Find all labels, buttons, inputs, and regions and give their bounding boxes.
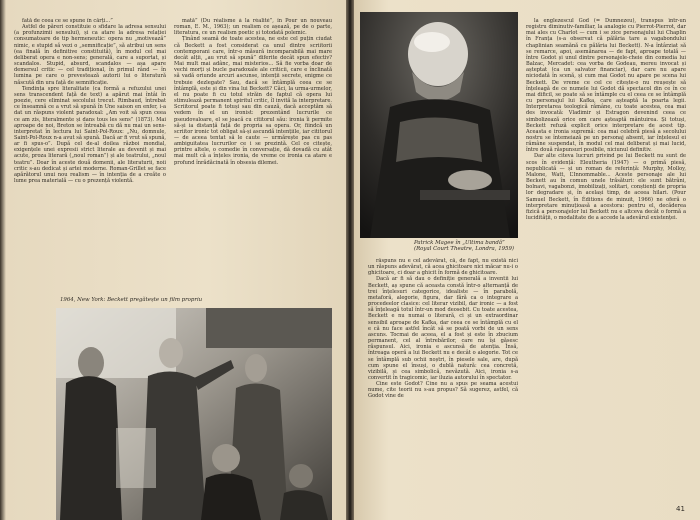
photo-patrick-magee-image bbox=[360, 12, 518, 238]
right-text-column-1 bbox=[368, 258, 518, 512]
photo-beckett-film-set-image bbox=[56, 308, 332, 520]
page-number: 41 bbox=[676, 505, 685, 513]
left-text-column-2 bbox=[174, 18, 332, 278]
paragraph: la englezescul God (= Dumnezeu), transpus într-un registru diminutiv-familiar, la analogie cu Pierrot-Pierrot, dar mai ales cu Charlot — cum i se zice personajului lui Chaplin în Franța (s-a observat că pălăria tare a vagabondului chaplinian seamănă cu pălăria lui Beckett). N-a întârziat să se remarce, apoi, asemănarea — de fapt, aproape totală — între Godot și unul dintre personajele-cheie din comedia lui Balzac, Mercadet: cea vorba de Godeau, mereu invocat și așteptat (ca un salvator financiar), dar care nu apare niciodată în scenă, și cum mai Godot nu apare pe scena lui Beckett. De vreme ce cel ce citește-o nu reușește să înțeleagă de ce numele lui Godot dă spectacol din ce în ce mai dificil, se poate să se întâmple cu el ceea ce se întâmplă cu personajul lui Kafka, care așteaptă la poarta legii. Interpretarea teologică rămâne, cu toate acestea, cea mai des invocată: Vladimir și Estragon devenind ceea ce simbolizează orice om care așteaptă mântuirea. Și totuși, Beckett refuză explicit orice interpretare de acest tip. Aceasta e ironia supremă: cea mai celebră piesă a secolului nostru se întemeiază pe un personaj absent, iar înțelesul ei rămâne suspendat, în modul cel mai deliberat și mai lucid, între două răspunsuri posibile, niciunul definitiv. bbox=[526, 18, 686, 154]
book-gutter bbox=[346, 0, 354, 520]
paragraph: Tendința spre literalitate (ca formă a refuzului unei sens transcendent față de text) a apărut mai întâi în poezie, cere eliminat secolului trecut. Rimbaud, întrebat ce înseamnă ce a vrut să spună în Une saison en enfer, i-a dat un răspuns violent paradoxal: „Am voit să spun ceea ce am zis, literalmente și dans tous les sens” (1873). Mai aproape de noi, Breton se întreabă cu dă nu mai un sens-interpretat în lectura lui Saint-Pol-Roux: „Nu, domnule, Saint-Pol-Roux n-a avut să spună. Dacă ar fi vrut să spună, ar fi spus-o”. După cel de-al doilea război mondial, exigențele unei expresii strict literale au devenit și mai acute, proza literară („noul roman”) și ale teatrului, „noul teatru”. Doar în aceste două domenii, ale literaturii, noii critic s-au dedicat și artei moderne. Roman-Grillet se face apărătorul unui nou realism — în intenția de a creăte o lume prea materială — cu o prezență violentă. bbox=[14, 85, 166, 185]
right-page bbox=[354, 0, 700, 520]
right-text-column-2 bbox=[526, 18, 686, 512]
paragraph: Dacă ar fi să dau o definiție generală a inventii lui Beckett, aș spune că aceasta constă într-o alternanță de trei înțelesuri categorice, idealiste — în parabolă, metaforă, alegorie, figura, dar fără ca o integrare a procedeelor clasice: cel literar vizibil, dar ironic — a fost să înțeleagă totul într-un mod deosebit. Cu toate acestea, Beckett e nu numai o literară, ci și un extraordinar sensibil aproape de Kafka, dar ceea ce se întâmplă cu el e că nu face astfel încât să se poată vorbi de un sens ascuns. Tocmai de aceea, el a fost și este în zbucium permanent, cel al întrebărilor, care nu își găsesc răspunsul. Aici, ironia e ascunsă de atenția. Însă, întreaga operă a lui Beckett nu e decât o alegorie. Tot ce se întâmplă sub ochii noștri, în piesele sale, are, după cum spune el însuși, o dublă natură: cea concretă, vizibilă, și cea simbolică, nevăzută. Aici, ironia s-a convertit în tragicomic, iar iluzia autorului în spectator. bbox=[368, 276, 518, 381]
paragraph: Ținând seamă de toate acestea, ne este cel puțin ciudat că Beckett a fost considerat ca unul dintre scriitorii contemporani care, într-o măsură incomparabilă mai mare decât alții, „au vrut să spună” diferite decât spun efectiv? Mai mult mai adânc, mai misterios... Să fie vorba doar de vechi morți și bucle paradoxale ale criticii, care e înclinată să vadă oriunde arcuri ascunse, intenții secrete, enigme ce trebuie dezlegate? Sau, dacă se întâmplă ceea ce se întâmplă, este și din vina lui Beckett? Căci, la urma-urmelor, el nu poate fi cu totul străin de faptul că opera lui stimulează permanent spiritul critic, îl invită la interpretare. Scriitorul poate fi totuși sau din cauză, dacă acceptăm să vedem în el un ironist: prezentând lucrurile ce pseudovaloare, el se joacă cu cititorul său: ironia îi permite să-și ia distanță față de propria sa opera. Or, fiindcă un scriitor ironic tot obligat să-și ascundă intențiile, iar cititorul — de aceea tentat să le caute — urmărește pas cu pas ambiguitatea lucrurilor ce i se prezintă. Cel ce citește, printre altele, o comedie în conversație, dă dovadă cu atât mai mult că a înțeles ironia, de vreme ce ironia ca atare e profund înrădăcinată în obsesia dilemei. bbox=[174, 36, 332, 166]
photo-caption-beckett-film: 1964, New York: Beckett pregătește un film propriu bbox=[60, 297, 203, 303]
paragraph: Astfel de păreri constituie o sfidare la adresa sensului (a profunzimii sensului), și ca atare la adresa relației consumatoare de tip hermeneutic: opera nu „motivează” nimic, e stupid să vezi o „semnificație”, să atribui un sens (ea finală în definitive constituită), în modul cel mai deliberat opera e non-sens; generală, care a suportat, și scandalos. Stupid, absurd, scandalos — așa apare demersul critic — cel tradițional, în primul rând — în lumina pe care o prevestează autorii lui o literatură născută din ura față de semnificație. bbox=[14, 24, 166, 86]
photo-patrick-magee bbox=[360, 12, 518, 238]
paragraph: răspuns nu e cel adevărat, că, de fapt, nu există nici un răspuns adevărat, că acea ghicitoare nici măcar nu-i o ghicitoare, ci doar a ghicit în formă de ghicitoare. bbox=[368, 258, 518, 277]
left-page bbox=[0, 0, 346, 520]
paragraph: mată” (Du réalisme à la réalité”, în Pour un nouveau roman, E. M., 1963); un realism ce așează, pe de o parte, literatura, ce un realism poetic și totodată polemic. bbox=[174, 18, 332, 37]
left-text-column-1 bbox=[14, 18, 166, 256]
photo-caption-patrick-magee: Patrick Magee în „Ultima bandă” (Royal Court Theatre, Londra, 1959) bbox=[414, 240, 515, 253]
paragraph: Cine este Godot? Cine nu a spus pe seama acestui nume, cite teorii nu s-au propus? Să sugerez, astfel, că Godot vine de bbox=[368, 381, 518, 400]
paragraph: Dar alte citeva lucruri privind pe lui Beckett nu sunt de scos în evidență: Eleutheria (1947) — o primă piesă, nepublicată — și un roman de referință: Murphy, Molloy, Malone, Watt, L’Innommable... Aceste personaje ale lui Beckett au în comun unele trăsături: ele sunt bătrâni, bolnavi, vagabonzi, imobilizați, solitari, conștienți de propria lor degradare și, în același timp, de aceea hilari. (Pour Samuel Beckett, în Éditions de minuit, 1966) ne oferă o interpretare minuțioasă a acestora: pentru el, decăderea fizică a personajelor lui Beckett nu e altceva decât o formă a lucidității, o modalitate de a accede la adevărul existenței. bbox=[526, 153, 686, 221]
photo-beckett-film-set bbox=[56, 308, 332, 520]
paragraph: fată de ceea ce se spune în cărți...” bbox=[22, 18, 113, 24]
